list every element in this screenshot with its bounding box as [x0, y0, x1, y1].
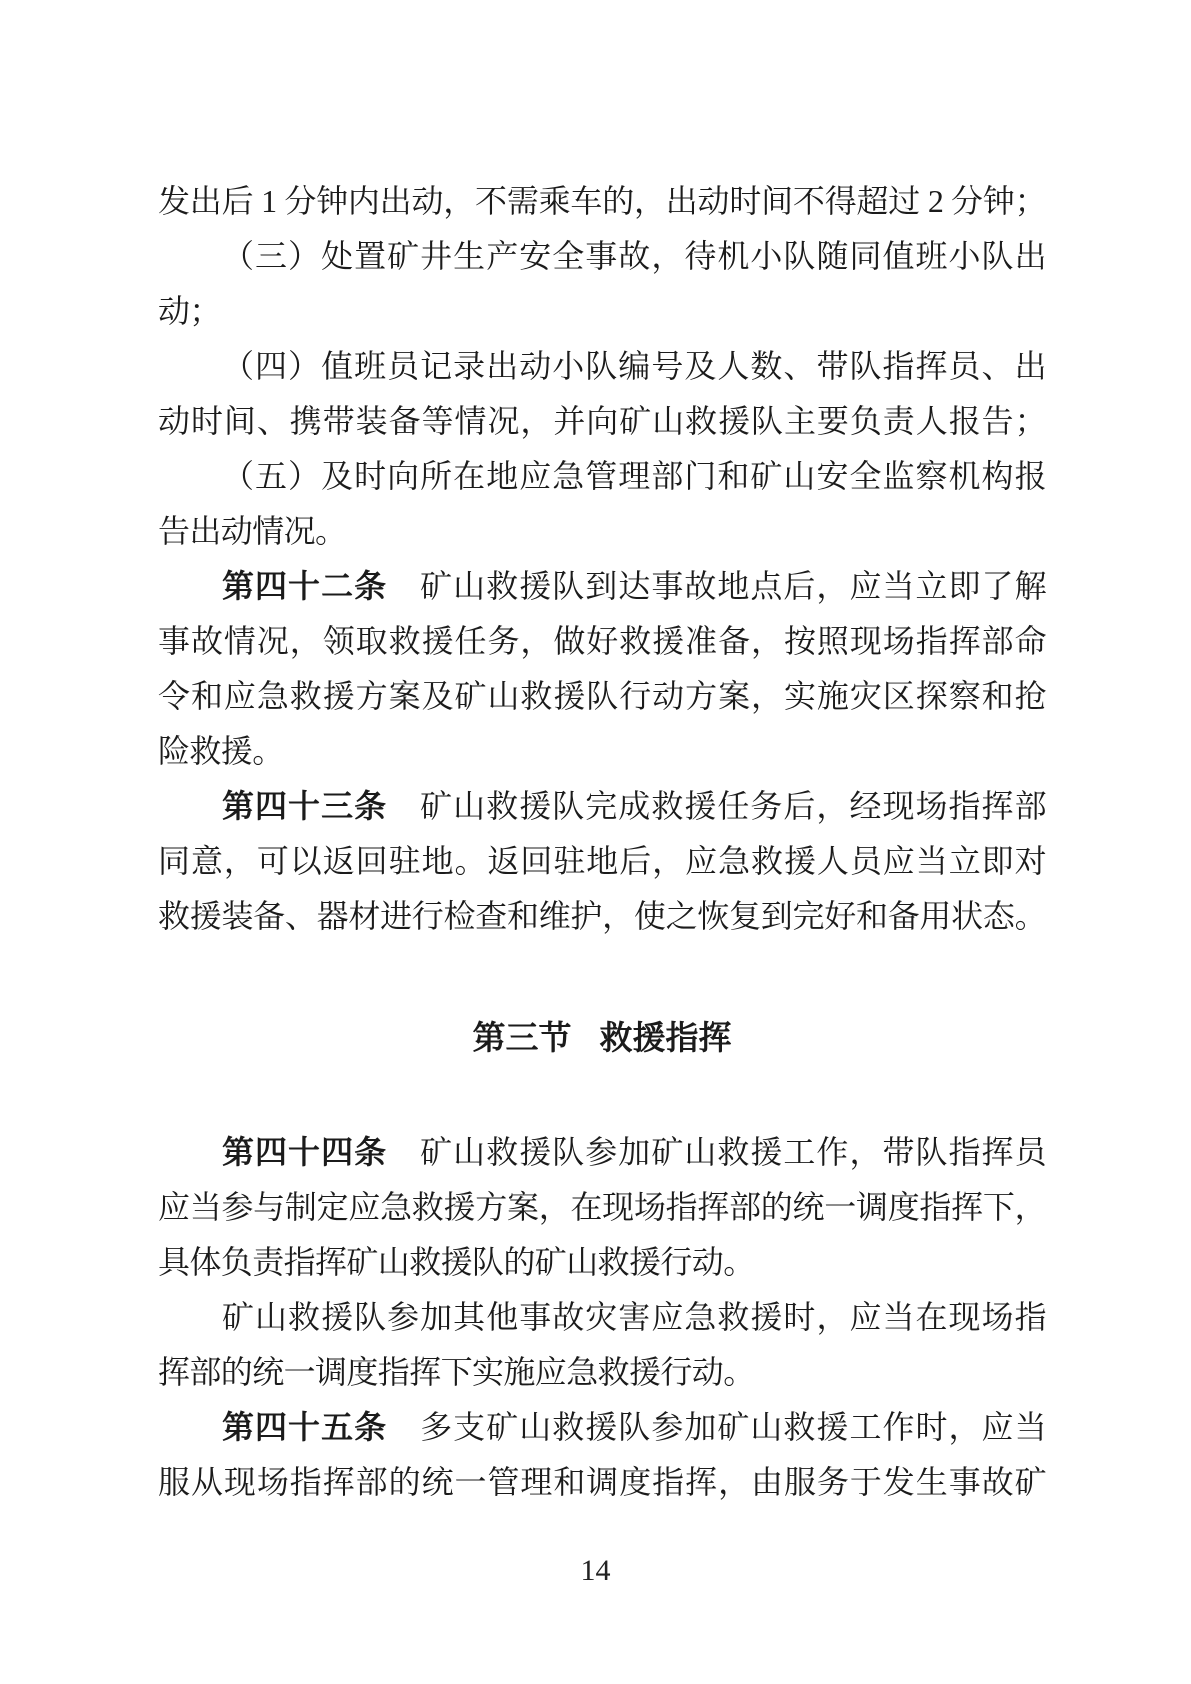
- body-text: 矿山救援队参加矿山救援工作，带队指挥员: [387, 1134, 1046, 1170]
- body-text: 多支矿山救援队参加矿山救援工作时，应当: [387, 1409, 1046, 1445]
- text-line: [158, 1345, 1046, 1400]
- body-text: 救援装备、器材进行检查和维护，使之恢复到完好和备用状态。: [158, 898, 1046, 934]
- body-text: 应当参与制定应急救援方案，在现场指挥部的统一调度指挥下，: [158, 1189, 1046, 1225]
- page-number: 14: [580, 1554, 611, 1587]
- body-text: 事故情况，领取救援任务，做好救援准备，按照现场指挥部命: [158, 623, 1046, 659]
- text-line: [158, 174, 1046, 229]
- text-line: [158, 339, 1046, 394]
- text-line: [158, 834, 1046, 889]
- text-line: [158, 449, 1046, 504]
- body-text: 挥部的统一调度指挥下实施应急救援行动。: [158, 1354, 755, 1390]
- text-line: [158, 394, 1046, 449]
- body-text: 矿山救援队到达事故地点后，应当立即了解: [387, 568, 1046, 604]
- article-number: 第四十三条: [222, 788, 388, 824]
- text-line: [158, 1455, 1046, 1510]
- body-text: 发出后 1 分钟内出动，不需乘车的，出动时间不得超过 2 分钟；: [158, 183, 1046, 219]
- body-text: 具体负责指挥矿山救援队的矿山救援行动。: [158, 1244, 755, 1280]
- text-line: [158, 669, 1046, 724]
- text-block-before-heading: [158, 174, 1046, 944]
- section-heading-number: 第三节: [472, 1019, 572, 1056]
- text-line: [158, 1125, 1046, 1180]
- body-text: 令和应急救援方案及矿山救援队行动方案，实施灾区探察和抢: [158, 678, 1046, 714]
- body-text: 动时间、携带装备等情况，并向矿山救援队主要负责人报告；: [158, 403, 1046, 439]
- body-text: 同意，可以返回驻地。返回驻地后，应急救援人员应当立即对: [158, 843, 1046, 879]
- article-number: 第四十四条: [222, 1134, 388, 1170]
- body-text: 动；: [158, 293, 221, 329]
- body-text: （三）处置矿井生产安全事故，待机小队随同值班小队出: [222, 238, 1046, 274]
- article-number: 第四十二条: [222, 568, 388, 604]
- section-heading-title: 救援指挥: [599, 1019, 732, 1056]
- section-heading: [158, 1010, 1046, 1065]
- text-line: [158, 1180, 1046, 1235]
- text-line: [158, 1400, 1046, 1455]
- body-text: 险救援。: [158, 733, 284, 769]
- text-line: [158, 504, 1046, 559]
- text-line: [158, 724, 1046, 779]
- body-text: 矿山救援队参加其他事故灾害应急救援时，应当在现场指: [222, 1299, 1046, 1335]
- text-line: [158, 889, 1046, 944]
- body-text: （五）及时向所在地应急管理部门和矿山安全监察机构报: [222, 458, 1046, 494]
- body-text: 告出动情况。: [158, 513, 347, 549]
- body-text: 服从现场指挥部的统一管理和调度指挥，由服务于发生事故矿: [158, 1464, 1046, 1500]
- text-line: [158, 229, 1046, 284]
- text-line: [158, 614, 1046, 669]
- article-number: 第四十五条: [222, 1409, 388, 1445]
- document-content: [158, 174, 1046, 1510]
- text-line: [158, 1235, 1046, 1290]
- body-text: 矿山救援队完成救援任务后，经现场指挥部: [387, 788, 1046, 824]
- body-text: （四）值班员记录出动小队编号及人数、带队指挥员、出: [222, 348, 1046, 384]
- text-line: [158, 284, 1046, 339]
- text-line: [158, 779, 1046, 834]
- text-line: [158, 559, 1046, 614]
- text-line: [158, 1290, 1046, 1345]
- text-block-after-heading: [158, 1125, 1046, 1510]
